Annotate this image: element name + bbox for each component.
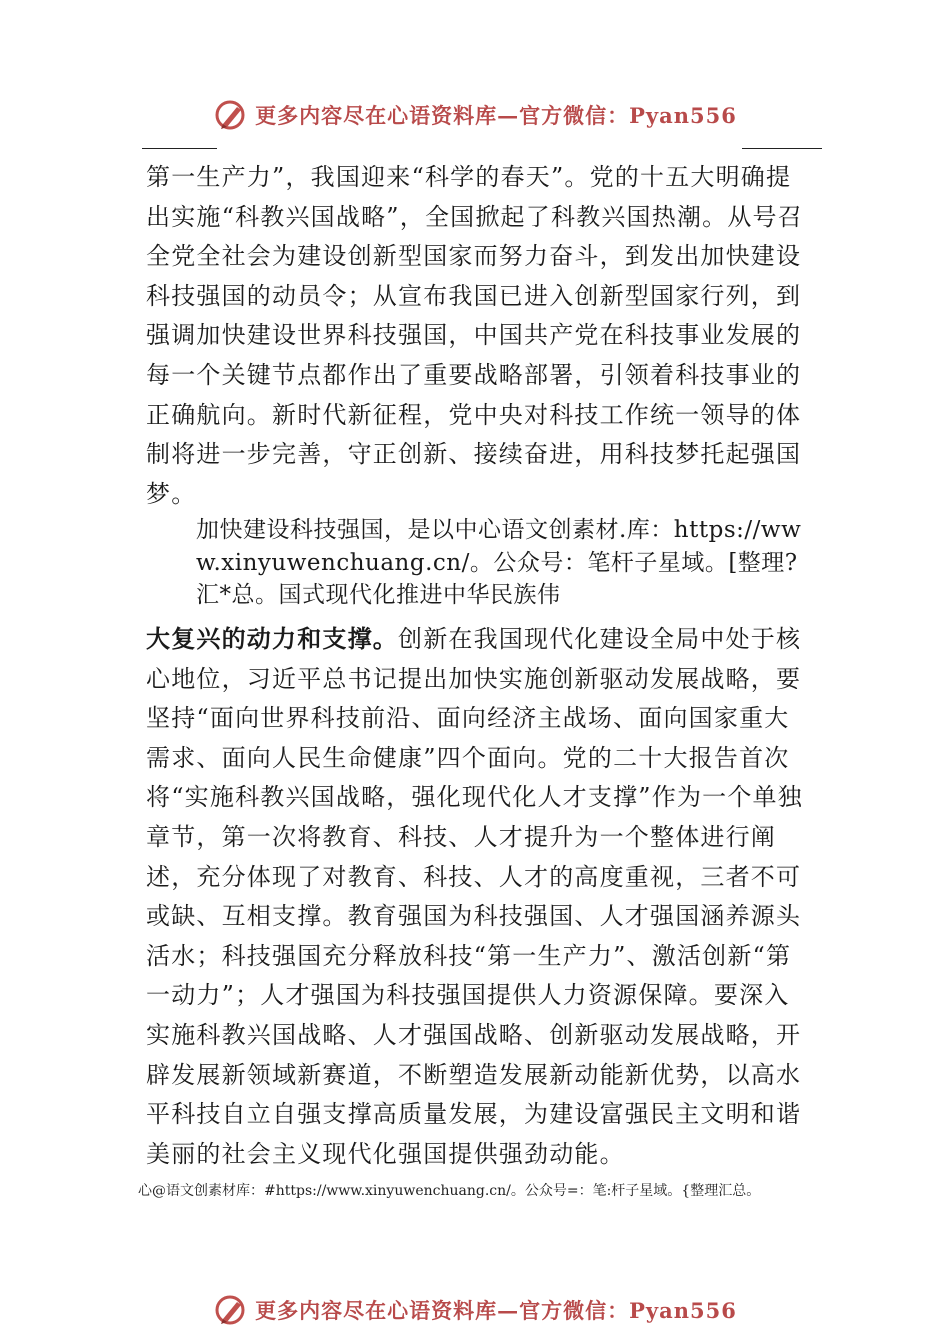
header-banner bbox=[0, 95, 950, 135]
paragraph-2 bbox=[146, 620, 814, 1174]
footer-banner-text: 更多内容尽在心语资料库—官方微信：Pyan556 bbox=[255, 1298, 737, 1323]
paragraph-2-text: 创新在我国现代化建设全局中处于核心地位，习近平总书记提出加快实施创新驱动发展战略，要坚持“面向世界科技前沿、面向经济主战场、面向国家重大需求、面向人民生命健康”四个面向。党的二十大报告首次将“实施科教兴国战略，强化现代化人才支撑”作为一个单独章节，第一次将教育、科技、人才提升为一个整体进行阐述，充分体现了对教育、科技、人才的高度重视，三者不可或缺、互相支撑。教育强国为科技强国、人才强国涵养源头活水；科技强国充分释放科技“第一生产力”、激活创新“第一动力”；人才强国为科技强国提供人力资源保障。要深入实施科教兴国战略、人才强国战略、创新驱动发展战略，开辟发展新领域新赛道，不断塑造发展新动能新优势，以高水平科技自立自强支撑高质量发展，为建设富强民主文明和谐美丽的社会主义现代化强国提供强劲动能。 bbox=[146, 625, 803, 1168]
header-banner-text: 更多内容尽在心语资料库—官方微信：Pyan556 bbox=[255, 103, 737, 128]
header-rule-left bbox=[142, 148, 217, 149]
pen-logo-icon bbox=[213, 1292, 249, 1328]
quote-block: 加快建设科技强国，是以中心语文创素材.库：https://www.xinyuwenchuang.cn/。公众号：笔杆子星域。[整理?汇*总。国式现代化推进中华民族伟 bbox=[196, 517, 802, 608]
pen-logo-icon bbox=[213, 97, 249, 133]
paragraph-2-lead: 大复兴的动力和支撑。 bbox=[146, 625, 398, 653]
footer-banner bbox=[0, 1290, 950, 1330]
paragraph-1: 第一生产力”，我国迎来“科学的春天”。党的十五大明确提出实施“科教兴国战略”，全国掀起了科教兴国热潮。从号召全党全社会为建设创新型国家而努力奋斗，到发出加快建设科技强国的动员令；从宣布我国已进入创新型国家行列，到强调加快建设世界科技强国，中国共产党在科技事业发展的每一个关键节点都作出了重要战略部署，引领着科技事业的正确航向。新时代新征程，党中央对科技工作统一领导的体制将进一步完善，守正创新、接续奋进，用科技梦托起强国梦。 bbox=[146, 163, 803, 508]
header-rule-right bbox=[742, 148, 822, 149]
footnote: 心@语文创素材库：#https://www.xinyuwenchuang.cn/。公众号=：笔:杆子星域。{整理汇总。 bbox=[138, 1183, 761, 1199]
